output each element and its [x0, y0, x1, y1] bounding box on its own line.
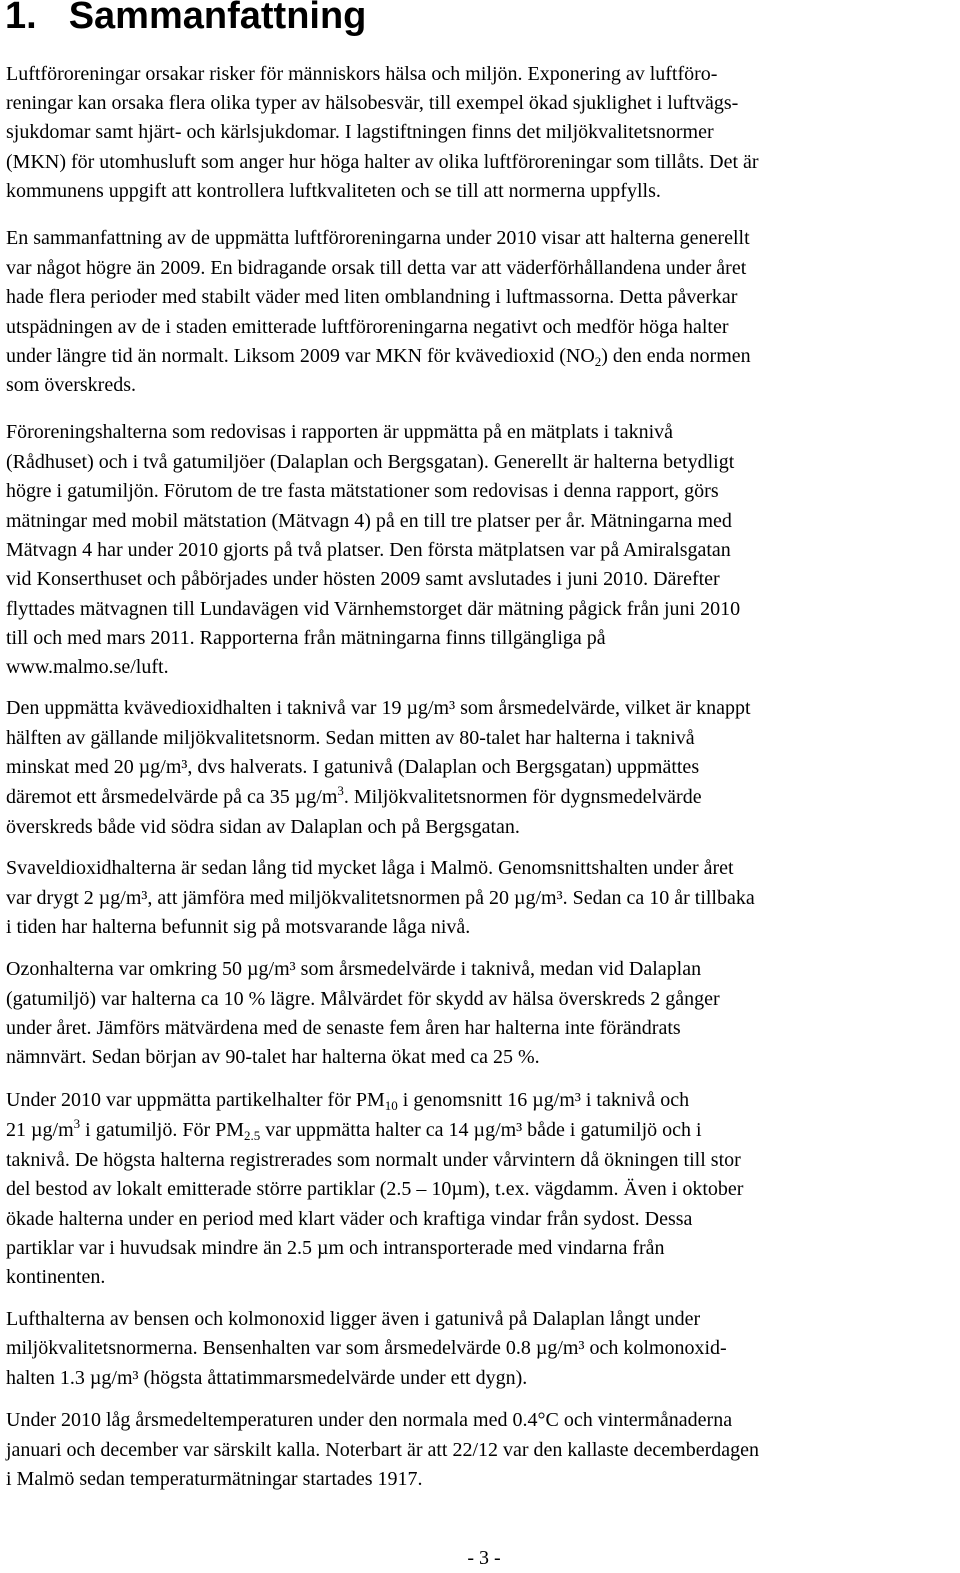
subscript: 2.5 — [244, 1128, 261, 1143]
text-line: mätningar med mobil mätstation (Mätvagn 4) på en till tre platser per år. Mätningarna med — [6, 510, 732, 532]
text-line: kontinenten. — [6, 1266, 106, 1288]
text-line: januari och december var särskilt kalla. Noterbart är att 22/12 var den kallaste decemberdagen — [6, 1439, 759, 1461]
text-line: halten 1.3 µg/m³ (högsta åttatimmarsmedelvärde under ett dygn). — [6, 1367, 528, 1389]
text-line: Mätvagn 4 har under 2010 gjorts på två platser. Den första mätplatsen var på Amiralsgatan — [6, 539, 731, 561]
text-line: vid Konserthuset och påbörjades under hösten 2009 samt avslutades i juni 2010. Därefter — [6, 568, 720, 590]
text-line — [6, 653, 169, 682]
text-line: (MKN) för utomhusluft som anger hur höga halter av olika luftföroreningar som tillåts. Det är — [6, 151, 759, 173]
text-line: under längre tid än normalt. Liksom 2009 var MKN för kvävedioxid $(NO_2)$ den enda normen — [6, 345, 751, 369]
text-line: reningar kan orsaka flera olika typer av hälsobesvär, till exempel ökad sjuklighet i luftvägs- — [6, 92, 739, 114]
subscript: 2 — [594, 354, 602, 369]
text-line: flyttades mätvagnen till Lundavägen vid Värnhemstorget där mätning pågick från juni 2010 — [6, 598, 741, 620]
text-line: utspädningen av de i staden emitterade luftföroreningarna negativt och medför höga halter — [6, 316, 729, 338]
text-line: i tiden har halterna befunnit sig på motsvarande låga nivå. — [6, 916, 471, 938]
text-line: hälften av gällande miljökvalitetsnorm. Sedan mitten av 80-talet har halterna i taknivå — [6, 727, 695, 749]
section-number: 1. — [5, 0, 37, 37]
text-line: miljökvalitetsnormerna. Bensenhalten var som årsmedelvärde 0.8 µg/m³ och kolmonoxid- — [6, 1337, 727, 1359]
text-line: var något högre än 2009. En bidragande orsak till detta var att väderförhållandena under året — [6, 257, 747, 279]
superscript: 3 — [73, 1116, 81, 1131]
text-line: till och med mars 2011. Rapporterna från mätningarna finns tillgängliga på — [6, 627, 606, 649]
section-title: Sammanfattning — [68, 0, 367, 37]
subscript: 10 — [384, 1098, 398, 1113]
page-number: - 3 - — [467, 1547, 501, 1569]
link: www.malmo.se/luft. — [6, 656, 169, 678]
superscript: 3 — [337, 783, 344, 798]
text-line: sjukdomar samt hjärt- och kärlsjukdomar. I lagstiftningen finns det miljökvalitetsnormer — [6, 121, 714, 143]
text-line: Luftföroreningar orsakar risker för människors hälsa och miljön. Exponering av luftföro- — [6, 63, 718, 85]
text-line: högre i gatumiljön. Förutom de tre fasta mätstationer som redovisas i denna rapport, görs — [6, 480, 719, 502]
text-line: Ozonhalterna var omkring 50 µg/m³ som årsmedelvärde i taknivå, medan vid Dalaplan — [6, 958, 702, 980]
text-line: som överskreds. — [6, 374, 136, 396]
text-line: minskat med 20 µg/m³, dvs halverats. I gatunivå (Dalaplan och Bergsgatan) uppmättes — [6, 756, 700, 778]
text-line: nämnvärt. Sedan början av 90-talet har halterna ökat med ca 25 %. — [6, 1046, 540, 1068]
text-line: var drygt 2 µg/m³, att jämföra med miljökvalitetsnormen på 20 µg/m³. Sedan ca 10 år tillbaka — [6, 887, 755, 909]
text-line: del bestod av lokalt emitterade större partiklar (2.5 – 10µm), t.ex. vägdamm. Även i oktober — [6, 1178, 744, 1200]
text-line: En sammanfattning av de uppmätta luftföroreningarna under 2010 visar att halterna generellt — [6, 227, 750, 249]
text-line: (Rådhuset) och i två gatumiljöer (Dalaplan och Bergsgatan). Generellt är halterna betydligt — [6, 451, 735, 473]
text-line: kommunens uppgift att kontrollera luftkvaliteten och se till att normerna uppfylls. — [6, 180, 661, 202]
text-line: Svaveldioxidhalterna är sedan lång tid mycket låga i Malmö. Genomsnittshalten under året — [6, 857, 734, 879]
text-line: hade flera perioder med stabilt väder med liten omblandning i luftmassorna. Detta påverkar — [6, 286, 738, 308]
text-line: i Malmö sedan temperaturmätningar startades 1917. — [6, 1468, 423, 1490]
text-line: Lufthalterna av bensen och kolmonoxid ligger även i gatunivå på Dalaplan långt under — [6, 1308, 701, 1330]
section-heading — [5, 0, 366, 40]
text-line: Föroreningshalterna som redovisas i rapporten är uppmätta på en mätplats i taknivå — [6, 421, 674, 443]
text-line: ökade halterna under en period med klart väder och kraftiga vindar från sydost. Dessa — [6, 1208, 693, 1230]
text-line: Den uppmätta kvävedioxidhalten i taknivå var 19 µg/m³ som årsmedelvärde, vilket är knappt — [6, 697, 751, 719]
text-line: partiklar var i huvudsak mindre än 2.5 µm och intransporterade med vindarna från — [6, 1237, 665, 1259]
text-line: Under 2010 låg årsmedeltemperaturen under den normala med 0.4°C och vintermånaderna — [6, 1409, 733, 1431]
text-line: däremot ett årsmedelvärde på ca 35 $\mu g/m^3$. Miljökvalitetsnormen för dygnsmedelvärde — [6, 783, 702, 808]
text-line: överskreds både vid södra sidan av Dalaplan och på Bergsgatan. — [6, 816, 520, 838]
text-line: taknivå. De högsta halterna registrerades som normalt under vårvintern då ökningen till stor — [6, 1149, 741, 1171]
text-line: (gatumiljö) var halterna ca 10 % lägre. Målvärdet för skydd av hälsa överskreds 2 gånger — [6, 988, 720, 1010]
text-line: 21 $\mu g/m^3$ i gatumiljö. För $PM_{2.5}$ var uppmätta halter ca 14 µg/m³ både i gatumiljö och i — [6, 1116, 702, 1143]
text-line: under året. Jämförs mätvärdena med de senaste fem åren har halterna inte förändrats — [6, 1017, 681, 1039]
text-line: Under 2010 var uppmätta partikelhalter för $PM_{10}$ i genomsnitt 16 µg/m³ i taknivå och — [6, 1089, 690, 1113]
